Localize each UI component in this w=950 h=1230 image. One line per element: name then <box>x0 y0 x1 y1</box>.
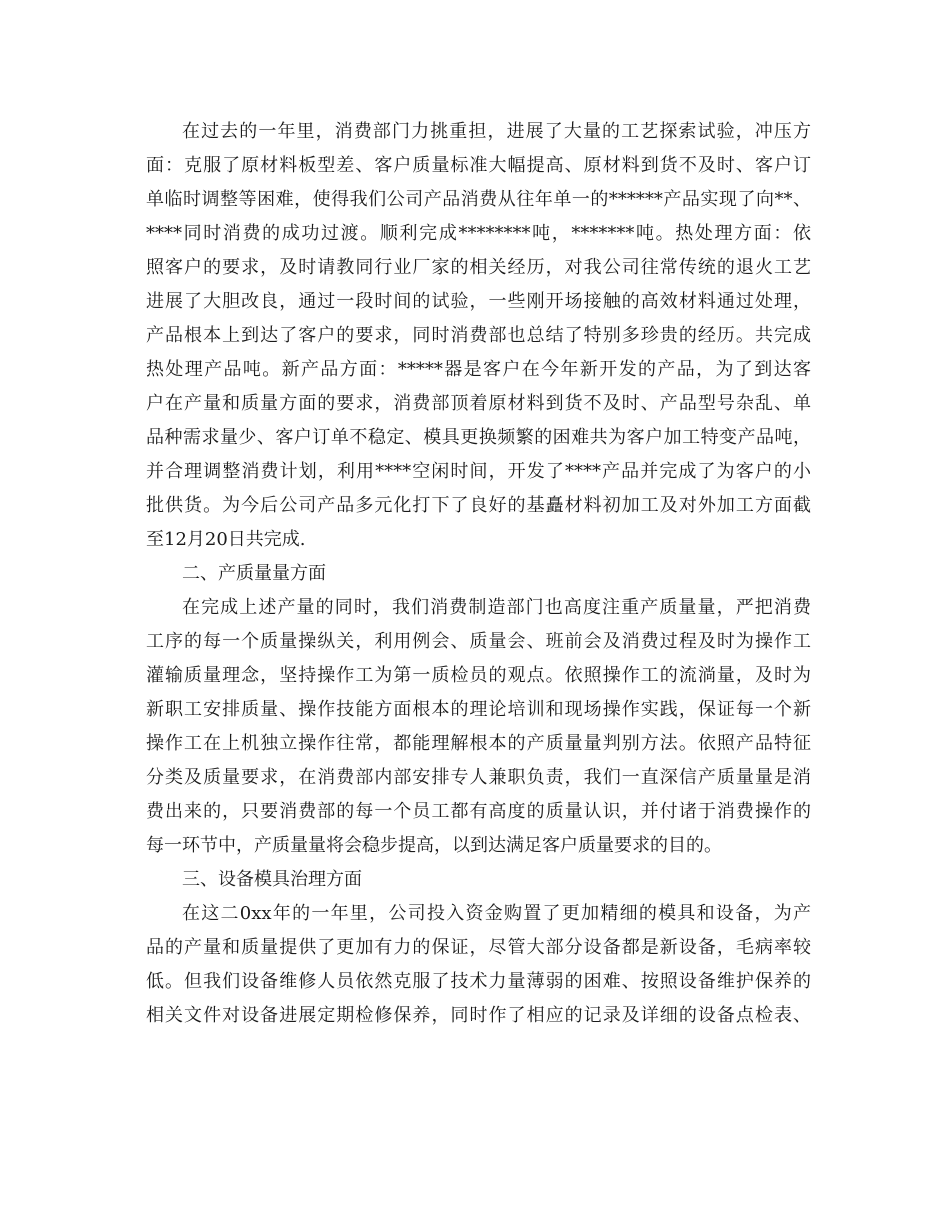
paragraph-line: 低。但我们设备维修人员依然克服了技术力量薄弱的困难、按照设备维护保养的 <box>146 971 811 992</box>
paragraph-line: ****同时消费的成功过渡。顺利完成********吨，*******吨。热处理方面：依 <box>146 223 811 244</box>
paragraph-line: 户在产量和质量方面的要求，消费部顶着原材料到货不及时、产品型号杂乱、单 <box>146 393 811 414</box>
paragraph-line: 费出来的，只要消费部的每一个员工都有高度的质量认识，并付诸于消费操作的 <box>146 801 811 822</box>
section-heading: 二、产质量量方面 <box>182 563 326 584</box>
paragraph-line: 工序的每一个质量操纵关，利用例会、质量会、班前会及消费过程及时为操作工 <box>146 631 811 652</box>
paragraph-line: 分类及质量要求，在消费部内部安排专人兼职负责，我们一直深信产质量量是消 <box>146 767 811 788</box>
paragraph-line: 单临时调整等困难，使得我们公司产品消费从往年单一的******产品实现了向**、 <box>146 189 811 210</box>
document-body <box>146 115 811 1033</box>
paragraph-line: 产品根本上到达了客户的要求，同时消费部也总结了特别多珍贵的经历。共完成 <box>146 325 811 346</box>
paragraph-line: 批供货。为今后公司产品多元化打下了良好的基矗材料初加工及对外加工方面截 <box>146 495 811 516</box>
paragraph-line: 在完成上述产量的同时，我们消费制造部门也高度注重产质量量，严把消费 <box>182 597 811 618</box>
paragraph-line: 每一环节中，产质量量将会稳步提高，以到达满足客户质量要求的目的。 <box>146 835 722 856</box>
paragraph-line: 新职工安排质量、操作技能方面根本的理论培训和现场操作实践，保证每一个新 <box>146 699 811 720</box>
paragraph-line: 相关文件对设备进展定期检修保养，同时作了相应的记录及详细的设备点检表、 <box>146 1005 811 1026</box>
paragraph-line: 进展了大胆改良，通过一段时间的试验，一些刚开场接触的高效材料通过处理， <box>146 291 811 312</box>
paragraph-line: 至12月20日共完成. <box>146 529 306 550</box>
paragraph-line: 品的产量和质量提供了更加有力的保证，尽管大部分设备都是新设备，毛病率较 <box>146 937 811 958</box>
paragraph-line: 并合理调整消费计划，利用****空闲时间，开发了****产品并完成了为客户的小 <box>146 461 811 482</box>
paragraph-line: 照客户的要求，及时请教同行业厂家的相关经历，对我公司往常传统的退火工艺 <box>146 257 811 278</box>
paragraph-line: 在过去的一年里，消费部门力挑重担，进展了大量的工艺探索试验，冲压方 <box>182 121 811 142</box>
paragraph-line: 品种需求量少、客户订单不稳定、模具更换频繁的困难共为客户加工特变产品吨， <box>146 427 811 448</box>
paragraph-line: 在这二0xx年的一年里，公司投入资金购置了更加精细的模具和设备，为产 <box>182 903 811 924</box>
paragraph-line: 灌输质量理念，坚持操作工为第一质检员的观点。依照操作工的流淌量，及时为 <box>146 665 811 686</box>
section-heading: 三、设备模具治理方面 <box>182 869 362 890</box>
paragraph-line: 操作工在上机独立操作往常，都能理解根本的产质量量判别方法。依照产品特征 <box>146 733 811 754</box>
paragraph-line: 热处理产品吨。新产品方面：*****器是客户在今年新开发的产品，为了到达客 <box>146 359 811 380</box>
paragraph-line: 面：克服了原材料板型差、客户质量标准大幅提高、原材料到货不及时、客户订 <box>146 155 811 176</box>
